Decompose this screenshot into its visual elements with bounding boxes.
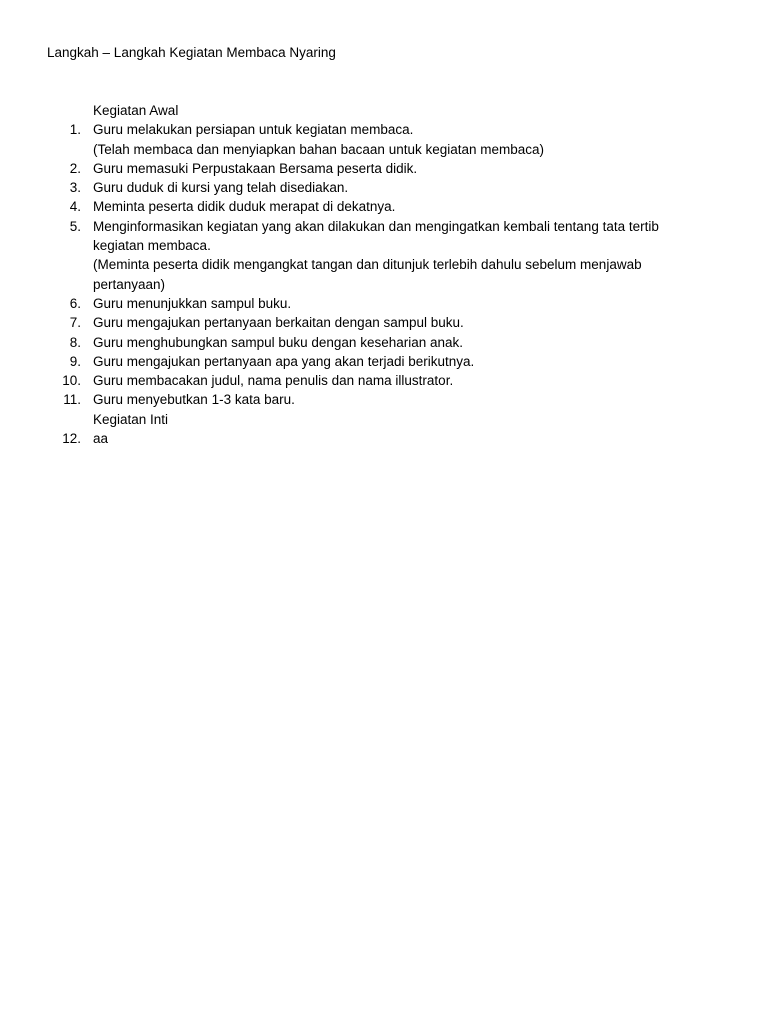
list-item-text: (Telah membaca dan menyiapkan bahan bacaan untuk kegiatan membaca): [93, 141, 545, 157]
list-item-text: Guru mengajukan pertanyaan apa yang akan terjadi berikutnya.: [93, 353, 475, 369]
list-line: [0, 140, 768, 159]
list-item-text: Meminta peserta didik duduk merapat di dekatnya.: [93, 199, 396, 215]
list-item-text: Guru duduk di kursi yang telah disediakan.: [93, 180, 349, 196]
list-line: [0, 255, 768, 274]
list-item: [0, 217, 768, 236]
list-item-text: aa: [93, 431, 109, 447]
list-item-number: 9.: [69, 353, 81, 369]
list-item-number: 7.: [69, 315, 81, 331]
list-item-number: 3.: [69, 180, 81, 196]
list-line: [0, 410, 768, 429]
list-item: [0, 294, 768, 313]
list-item-text: Guru menghubungkan sampul buku dengan keseharian anak.: [93, 334, 464, 350]
list-item-text: Guru menunjukkan sampul buku.: [93, 295, 292, 311]
list-item-text: Kegiatan Awal: [93, 103, 179, 118]
list-item: [0, 313, 768, 332]
list-item-number: 4.: [69, 199, 81, 215]
list-item: [0, 352, 768, 371]
list-line: [0, 275, 768, 294]
list-item-number: 6.: [69, 295, 81, 311]
list-item-text: Guru melakukan persiapan untuk kegiatan membaca.: [93, 122, 414, 138]
document-title: Langkah – Langkah Kegiatan Membaca Nyaring: [47, 45, 336, 60]
list-item-number: 8.: [69, 334, 81, 350]
list-item: [0, 159, 768, 178]
list-item-text: Menginformasikan kegiatan yang akan dilakukan dan mengingatkan kembali tentang tata tertib: [93, 218, 659, 234]
list-item-text: (Meminta peserta didik mengangkat tangan dan ditunjuk terlebih dahulu sebelum menjawab: [93, 257, 642, 273]
list-line: [0, 101, 768, 120]
list-item-number: 1.: [69, 122, 81, 138]
steps-list: [0, 101, 768, 448]
list-item-text: Guru menyebutkan 1-3 kata baru.: [93, 392, 295, 408]
list-item: [0, 178, 768, 197]
list-item-number: 10.: [62, 373, 81, 389]
list-item: [0, 371, 768, 390]
list-item-number: 5.: [69, 218, 81, 234]
list-item-text: pertanyaan): [93, 276, 166, 292]
list-item: [0, 429, 768, 448]
list-item: [0, 120, 768, 139]
list-item: [0, 390, 768, 409]
list-item: [0, 197, 768, 216]
list-item-number: 12.: [62, 431, 81, 447]
list-item-number: 11.: [63, 392, 81, 408]
list-item-text: kegiatan membaca.: [93, 238, 211, 254]
list-item-text: Guru memasuki Perpustakaan Bersama peserta didik.: [93, 160, 418, 176]
list-item-text: Guru membacakan judul, nama penulis dan nama illustrator.: [93, 373, 454, 389]
list-line: [0, 236, 768, 255]
list-item-text: Kegiatan Inti: [93, 411, 169, 427]
list-item-text: Guru mengajukan pertanyaan berkaitan dengan sampul buku.: [93, 315, 464, 331]
list-item-number: 2.: [69, 160, 81, 176]
list-item: [0, 333, 768, 352]
